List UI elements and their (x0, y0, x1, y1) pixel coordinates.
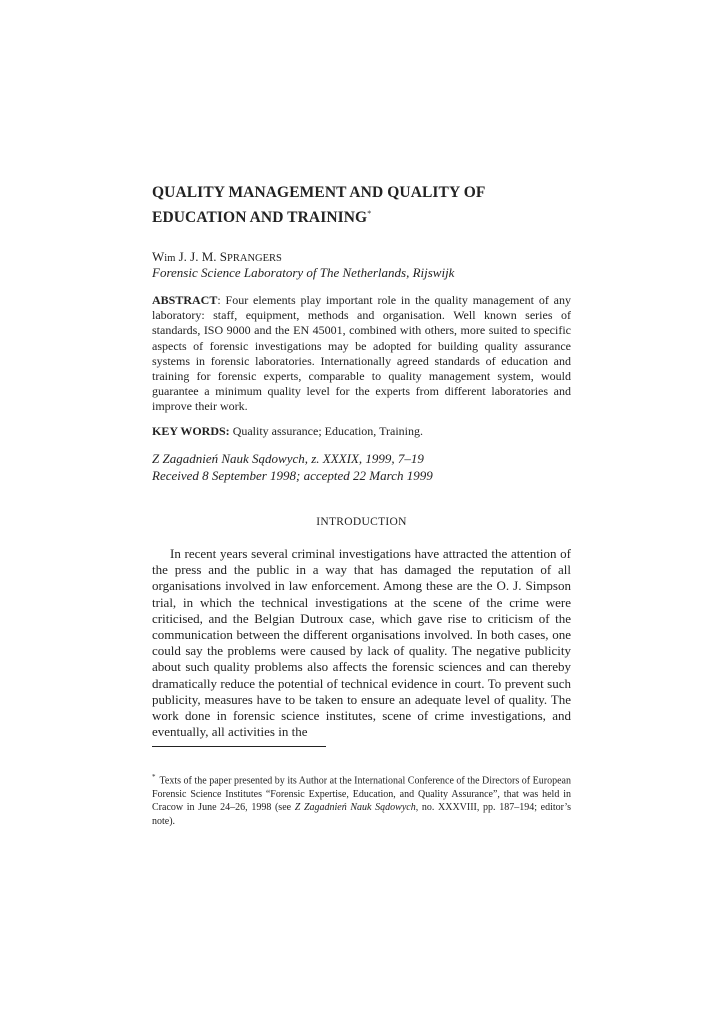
title-line-2 (152, 203, 582, 228)
citation-line-1: Z Zagadnień Nauk Sądowych, z. XXXIX, 1999, 7–19 (152, 451, 424, 466)
abstract (152, 293, 571, 415)
title-line-1: QUALITY MANAGEMENT AND QUALITY OF (152, 184, 486, 201)
abstract-label: ABSTRACT (152, 293, 218, 307)
author-first-initial: W (152, 249, 165, 264)
footnote-text-after: , no. XXXVIII, pp. 187–194; editor’s note). (152, 802, 571, 827)
body-paragraph: In recent years several criminal investigations have attracted the attention of the press and the public in a way that has damaged the reputation of all organisations involved in law enforcement. Among these are the O. J. Simpson trial, in which the technical investigations at the scene of the crime were criticised, and the Belgian Dutroux case, which gave rise to criticism of the communication between the different organisations involved. In both cases, one could say the problems were caused by lack of quality. The negative publicity about such quality problems also affects the forensic sciences and can thereby dramatically reduce the potential of technical evidence in court. To prevent such publicity, measures have to be taken to ensure an adequate level of quality. The work done in forensic science institutes, scene of crime investigations, and eventually, all activities in the (152, 546, 571, 740)
citation (152, 451, 571, 484)
author-initials: J. J. M. S (175, 249, 228, 264)
section-heading: INTRODUCTION (316, 516, 407, 528)
author-first-rest: im (164, 253, 176, 264)
footnote-text-before: Texts of the paper presented by its Author at the International Conference of the Directors of European Forensic Science Institutes “Forensic Expertise, Education, and Quality Assurance”, that was held in Cracow in June 24–26, 1998 (see (152, 775, 571, 814)
footnote-text-italic: Z Zagadnień Nauk Sądowych (294, 802, 416, 814)
author-affiliation: Forensic Science Laboratory of The Netherlands, Rijswijk (152, 265, 455, 280)
title-footnote-mark: * (367, 209, 372, 218)
footnote (152, 771, 571, 828)
footnote-mark: * (152, 773, 156, 781)
footnote-rule (152, 746, 326, 747)
title-line-2-text: EDUCATION AND TRAINING (152, 209, 368, 227)
keywords (152, 424, 571, 439)
keywords-text: Quality assurance; Education, Training. (229, 424, 423, 438)
abstract-text: : Four elements play important role in the quality management of any laboratory: staff, equipment, methods and organisation. Well known series of standards, ISO 9000 and the EN 45001, combined with others, more suited to specific aspects of forensic investigations may be adopted for building quality assurance systems in forensic laboratories. Internationally agreed standards of education and training for forensic experts, comparable to quality management system, would guarantee a minimum quality level for the experts from different laboratories and improve their work. (152, 293, 571, 414)
keywords-label: KEY WORDS: (152, 424, 230, 438)
paper-title (152, 182, 582, 228)
author-last-rest: PRANGERS (227, 253, 282, 264)
citation-line-2: Received 8 September 1998; accepted 22 March 1999 (152, 467, 433, 483)
